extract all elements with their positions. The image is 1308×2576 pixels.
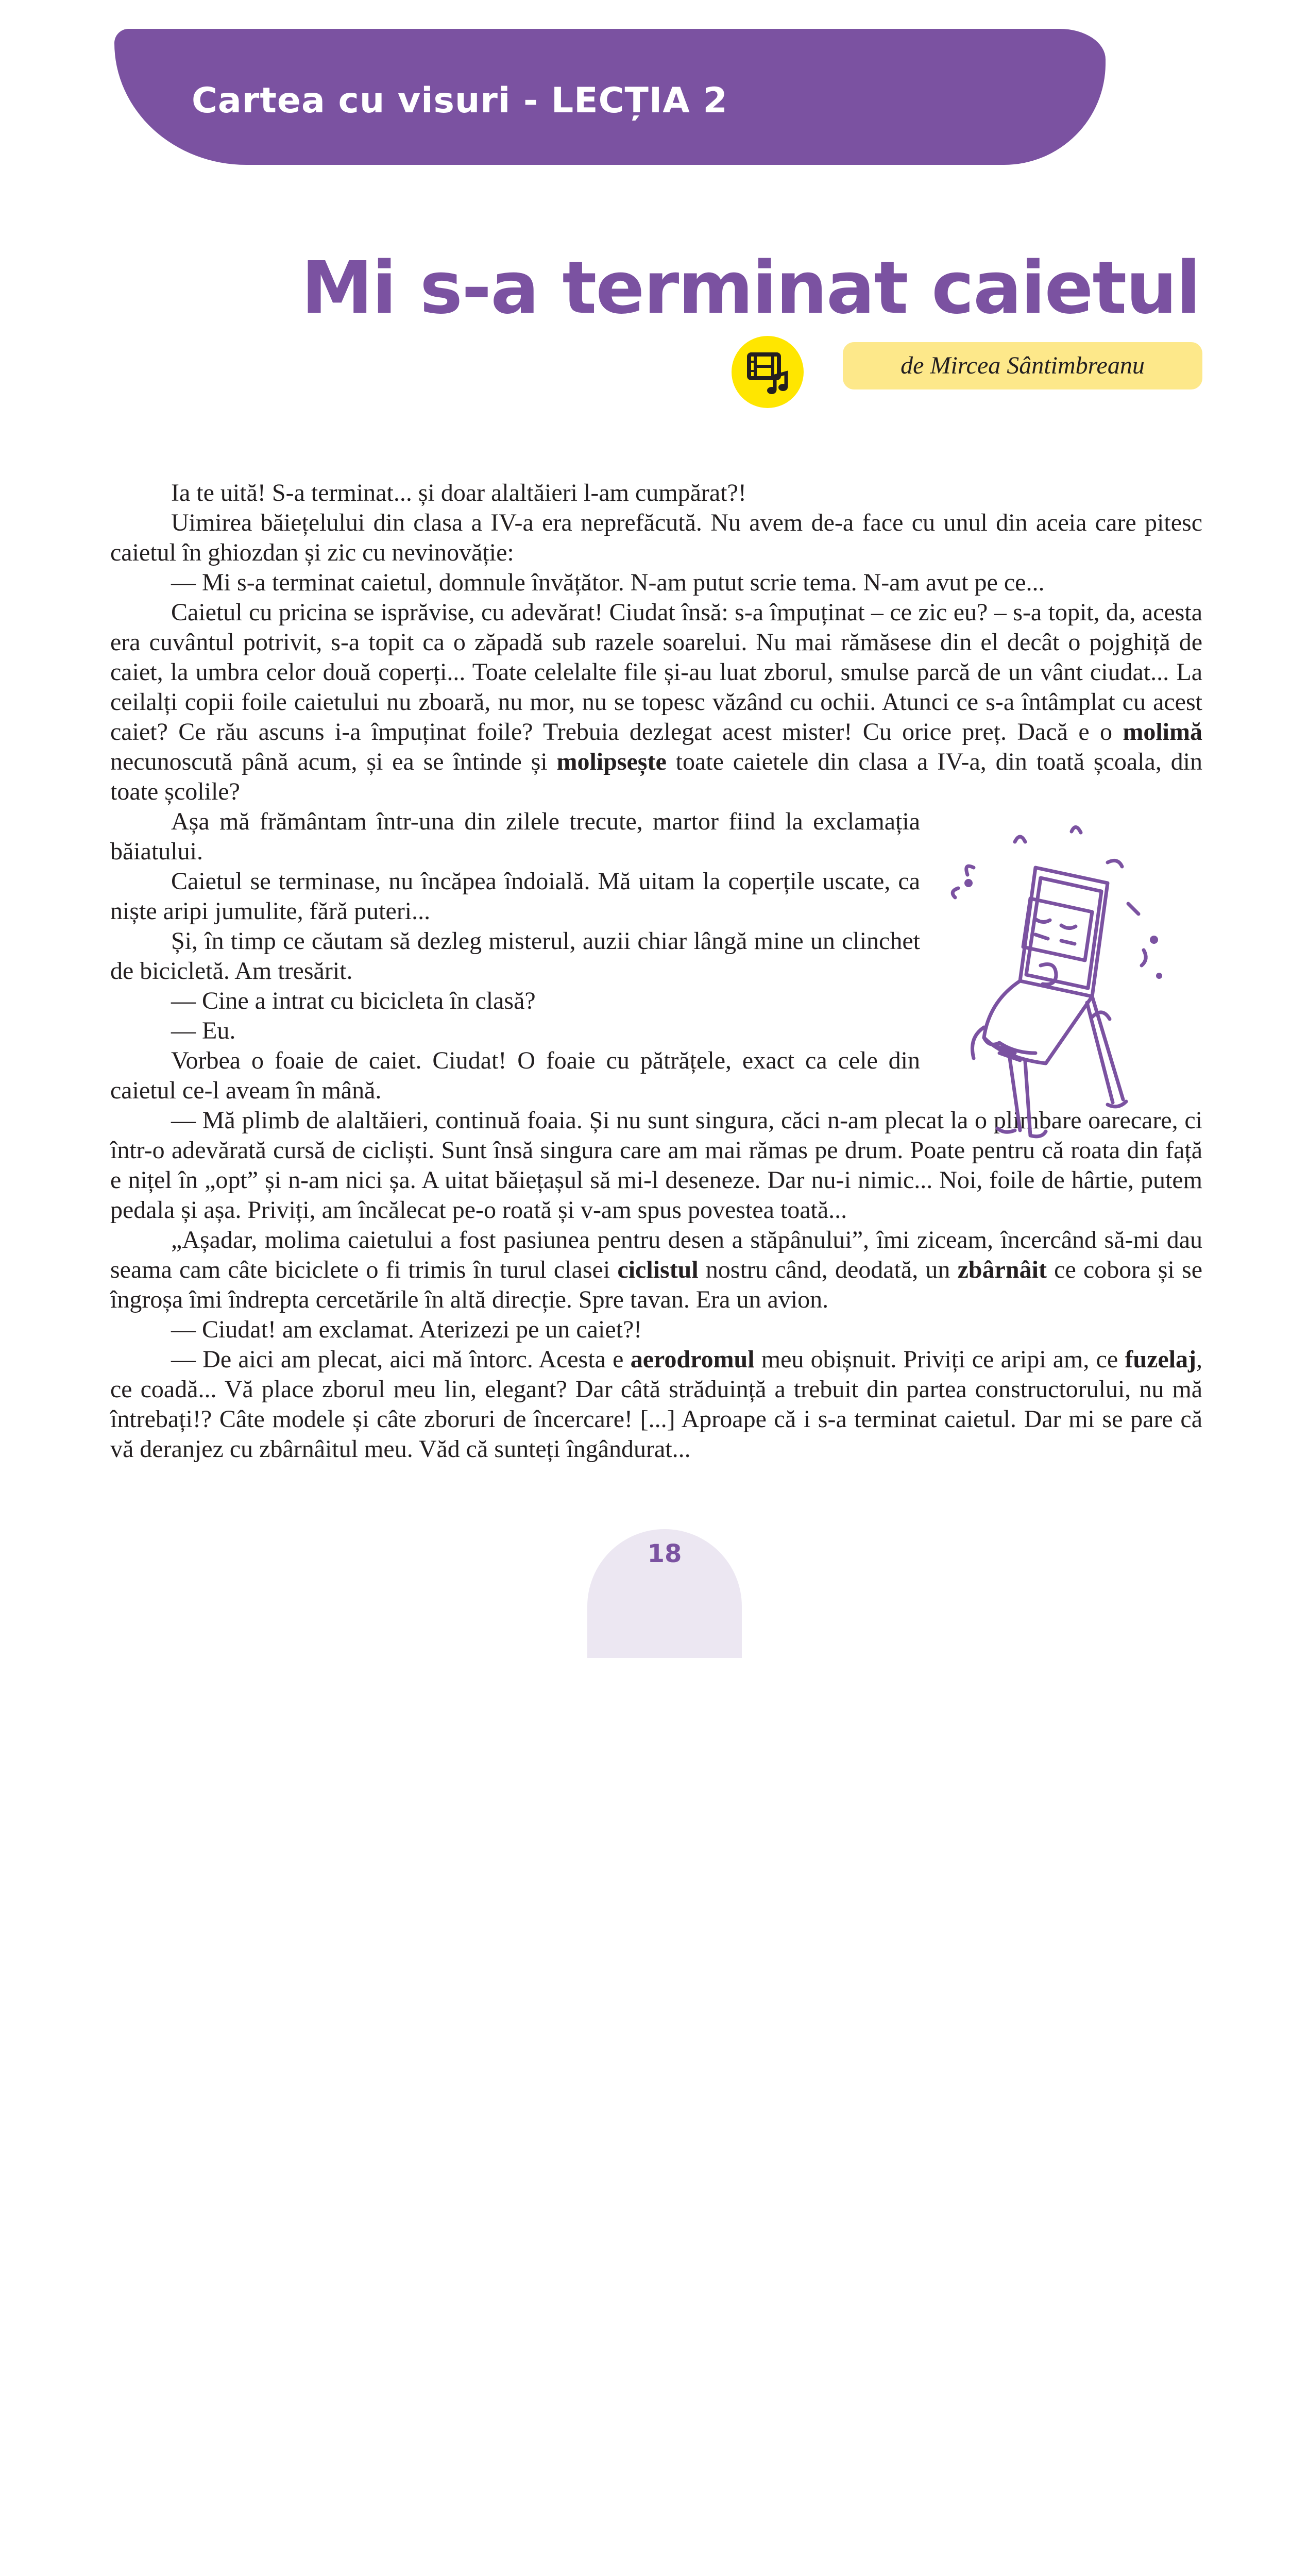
glossary-word: fuzelaj bbox=[1125, 1346, 1197, 1373]
paragraph: — Mă plimb de alaltăieri, continuă foaia. Și nu sunt singura, căci n-am plecat la o plimbare oarecare, ci într-o adevărată cursă de cicliști. Sunt însă singura care am mai rămas pe drum. Poate pentru că roata din față e nițel în „opt” și n-am nici șa. A uitat băiețașul să mi-l deseneze. Dar nu-i nimic... Noi, foile de hârtie, putem pedala și așa. Priviți, am încălecat pe-o roată și v-am spus povestea toată... bbox=[110, 1107, 1202, 1224]
paragraph bbox=[110, 598, 1202, 807]
author-label: de Mircea Sântimbreanu bbox=[843, 342, 1202, 389]
text-span: toate caietele din clasa a IV-a, din toată școala, din toate școlile? bbox=[110, 748, 1202, 805]
text-span: necunoscută până acum, și ea se întinde și bbox=[110, 748, 557, 775]
paragraph: — Cine a intrat cu bicicleta în clasă? bbox=[171, 987, 536, 1014]
glossary-word: molimă bbox=[1123, 718, 1202, 745]
page-number: 18 bbox=[647, 1539, 682, 1568]
paragraph: Așa mă frământam într-una din zilele trecute, martor fiind la exclamația băiatului. bbox=[110, 808, 920, 865]
paragraph: Caietul se terminase, nu încăpea îndoială. Mă uitam la coperțile uscate, ca niște aripi jumulite, fără puteri... bbox=[110, 868, 920, 925]
paragraph: Uimirea băiețelului din clasa a IV-a era neprefăcută. Nu avem de-a face cu unul din aceia care pitesc caietul în ghiozdan și zic cu nevinovăție: bbox=[110, 509, 1202, 566]
glossary-word: molipsește bbox=[556, 748, 667, 775]
paragraph: Și, în timp ce căutam să dezleg misterul, auzii chiar lângă mine un clinchet de bicicletă. Am tresărit. bbox=[110, 927, 920, 985]
film-music-icon[interactable] bbox=[732, 336, 804, 408]
text-span: „Așadar, molima caietului a fost pasiunea pentru desen a stăpânului”, îmi ziceam, încercând să-mi dau seama cam câte biciclete o fi trimis în turul clasei bbox=[110, 1226, 1202, 1283]
crying-book-icon bbox=[938, 811, 1195, 1161]
paragraph: — Eu. bbox=[171, 1017, 236, 1044]
paragraph bbox=[110, 1225, 1202, 1315]
header-banner bbox=[114, 29, 1106, 165]
glossary-word: aerodromul bbox=[630, 1346, 755, 1373]
text-span: meu obișnuit. Priviți ce aripi am, ce bbox=[754, 1346, 1125, 1373]
text-span: Caietul cu pricina se isprăvise, cu adevărat! Ciudat însă: s-a împuținat – ce zic eu? – s-a topit, da, acesta era cuvântul potrivit, s-a topit ca o zăpadă sub razele soarelui. Nu mai rămăsese din el decât o pojghiță de caiet, la umbra celor două coperți... Toate celelalte file și-au luat zborul, smulse parcă de un vânt ciudat... La ceilalți copii foile caietului nu zboară, nu mor, nu se topesc văzând cu ochii. Atunci ce s-a întâmplat cu acest caiet? Ce rău ascuns i-a împuținat foile? Trebuia dezlegat acest mister! Cu orice preț. Dacă e o bbox=[110, 599, 1202, 745]
paragraph bbox=[110, 1345, 1202, 1464]
lesson-title: Mi s-a terminat caietul bbox=[301, 246, 1200, 330]
banner-title: Cartea cu visuri - LECȚIA 2 bbox=[192, 80, 728, 121]
glossary-word: ciclistul bbox=[617, 1256, 699, 1283]
text-span: ce cobora și se îngroșa îmi îndrepta cercetările în altă direcție. Spre tavan. Era un avion. bbox=[110, 1256, 1203, 1313]
text-span: — De aici am plecat, aici mă întorc. Acesta e bbox=[171, 1346, 631, 1373]
text-span: nostru când, deodată, un bbox=[698, 1256, 958, 1283]
paragraph: — Ciudat! am exclamat. Aterizezi pe un caiet?! bbox=[171, 1316, 642, 1343]
paragraph: — Mi s-a terminat caietul, domnule învățător. N-am putut scrie tema. N-am avut pe ce... bbox=[171, 569, 1045, 596]
glossary-word: zbârnâit bbox=[957, 1256, 1047, 1283]
paragraph: Ia te uită! S-a terminat... și doar alaltăieri l-am cumpărat?! bbox=[171, 479, 746, 506]
text-span: , ce coadă... Vă place zborul meu lin, elegant? Dar câtă străduință a trebuit din partea constructorului, nu mă întrebați!? Câte modele și câte zboruri de încercare! [...] Aproape că i s-a terminat caietul. Dar mi se pare că vă deranjez cu zbârnâitul meu. Văd că sunteți îngândurat... bbox=[110, 1346, 1203, 1463]
paragraph: Vorbea o foaie de caiet. Ciudat! O foaie cu pătrățele, exact ca cele din caietul ce-l aveam în mână. bbox=[110, 1047, 920, 1104]
